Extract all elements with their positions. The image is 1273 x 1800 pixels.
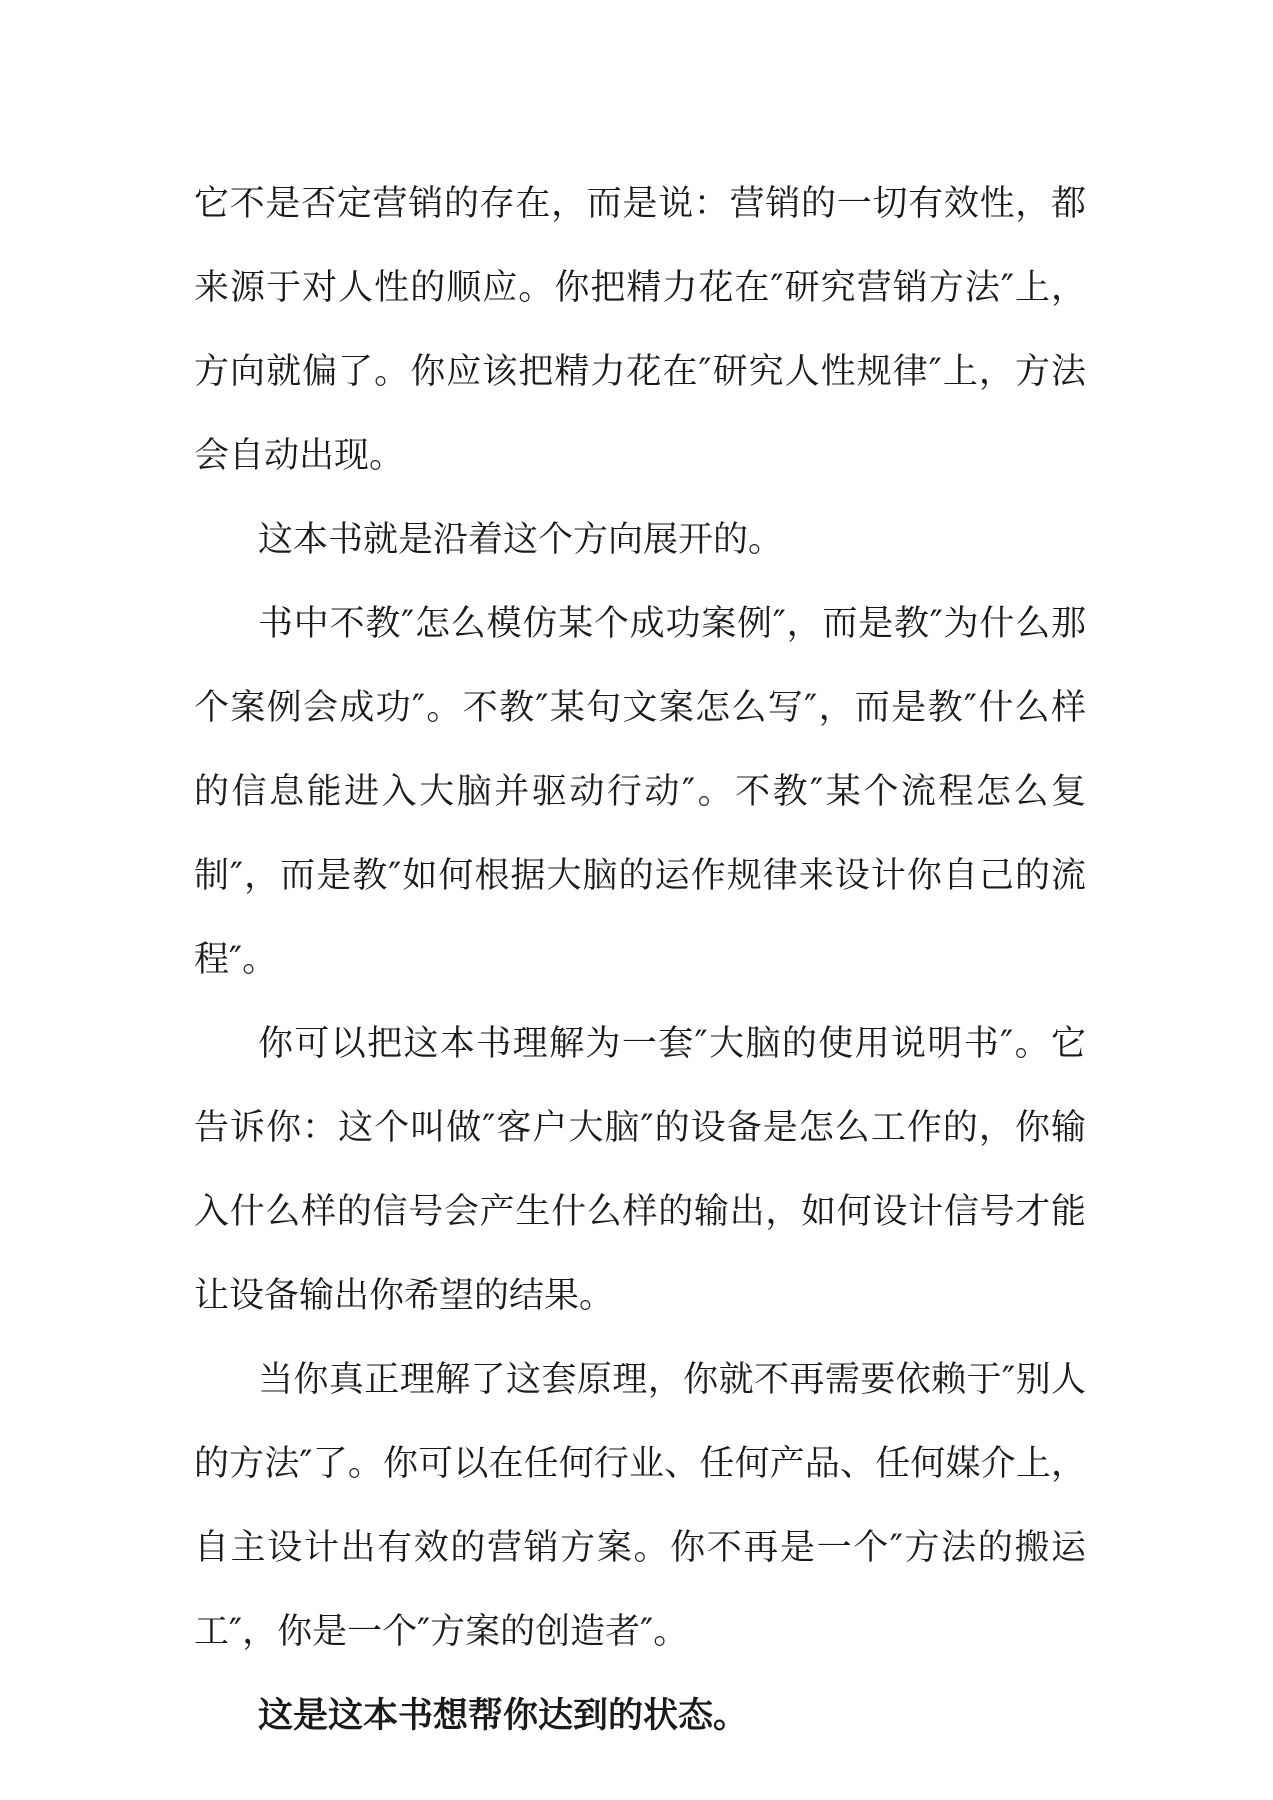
paragraph-5: 当你真正理解了这套原理，你就不再需要依赖于″别人的方法″了。你可以在任何行业、任何产品、任何媒介上，自主设计出有效的营销方案。你不再是一个″方法的搬运工″，你是一个″方案的创造者″。 <box>194 1360 1086 1652</box>
paragraph-2: 这本书就是沿着这个方向展开的。 <box>258 520 784 560</box>
paragraph-3: 书中不教″怎么模仿某个成功案例″，而是教″为什么那个案例会成功″。不教″某句文案怎么写″，而是教″什么样的信息能进入大脑并驱动行动″。不教″某个流程怎么复制″，而是教″如何根据大脑的运作规律来设计你自己的流程″。 <box>194 604 1086 980</box>
body-text <box>194 162 1086 1758</box>
paragraph-4: 你可以把这本书理解为一套″大脑的使用说明书″。它告诉你：这个叫做″客户大脑″的设备是怎么工作的，你输入什么样的信号会产生什么样的输出，如何设计信号才能让设备输出你希望的结果。 <box>194 1024 1086 1316</box>
paragraph-1: 它不是否定营销的存在，而是说：营销的一切有效性，都来源于对人性的顺应。你把精力花在″研究营销方法″上，方向就偏了。你应该把精力花在″研究人性规律″上，方法会自动出现。 <box>194 184 1086 476</box>
paragraph-6-bold: 这是这本书想帮你达到的状态。 <box>258 1696 749 1736</box>
